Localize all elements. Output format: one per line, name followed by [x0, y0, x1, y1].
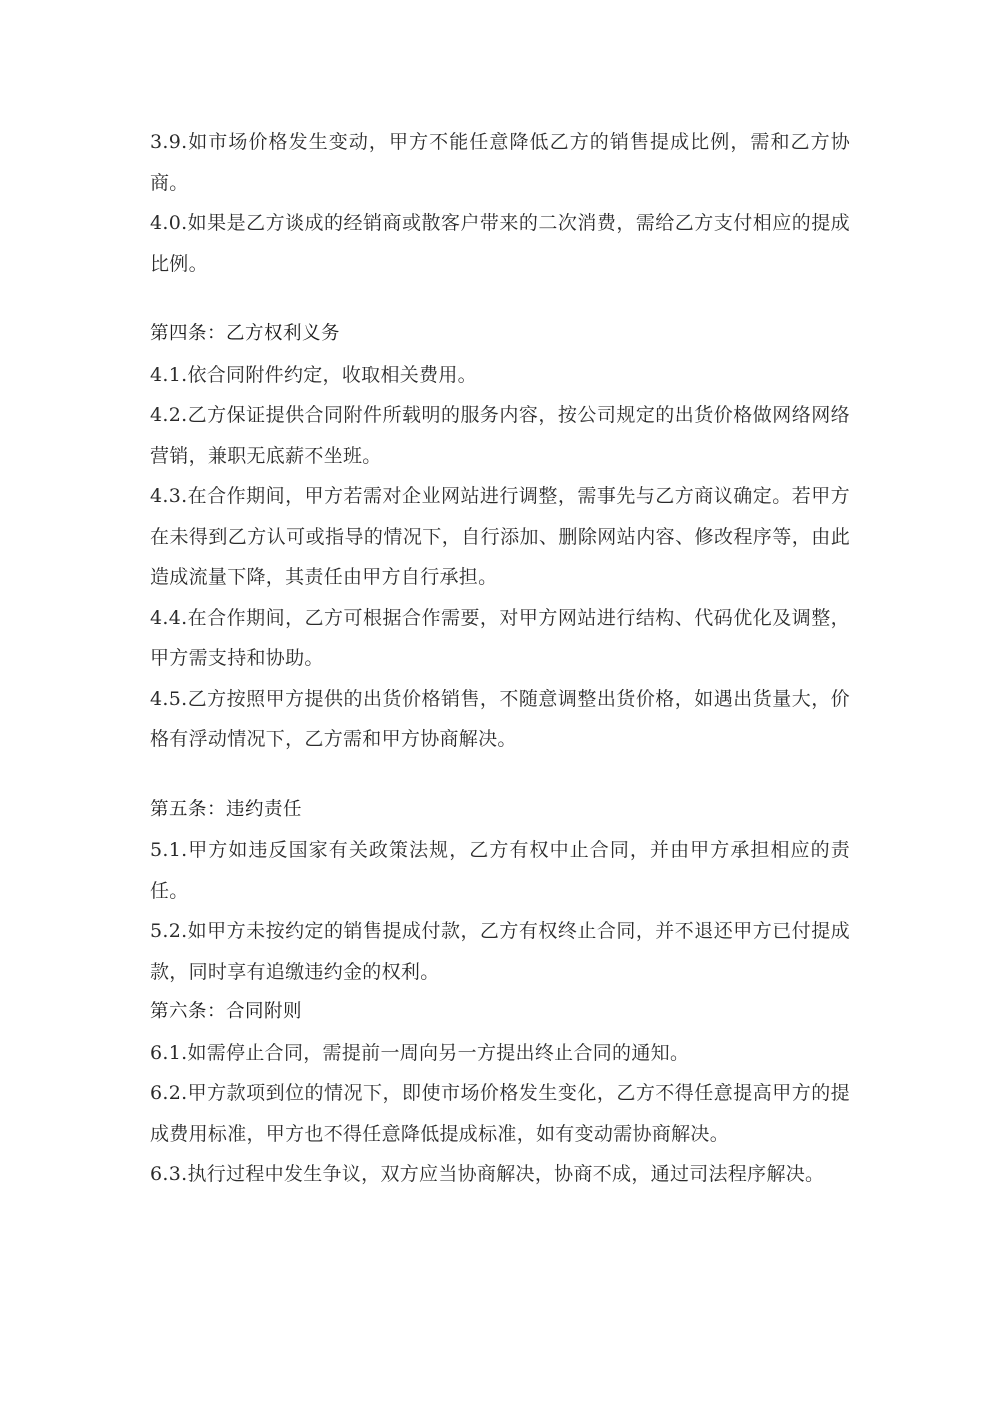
clause-6-1: 6.1.如需停止合同，需提前一周向另一方提出终止合同的通知。 [150, 1041, 690, 1064]
clause-3-9: 3.9.如市场价格发生变动，甲方不能任意降低乙方的销售提成比例，需和乙方协商。 [150, 131, 850, 194]
clause-4-2: 4.2.乙方保证提供合同附件所载明的服务内容，按公司规定的出货价格做网络网络营销，兼职无底薪不坐班。 [150, 404, 850, 467]
clause-5-2: 5.2.如甲方未按约定的销售提成付款，乙方有权终止合同，并不退还甲方已付提成款，同时享有追缴违约金的权利。 [150, 920, 850, 983]
section-heading-5: 第五条：违约责任 [150, 798, 303, 820]
clause-6-2: 6.2.甲方款项到位的情况下，即使市场价格发生变化，乙方不得任意提高甲方的提成费用标准，甲方也不得任意降低提成标准，如有变动需协商解决。 [150, 1082, 850, 1145]
clause-4-5: 4.5.乙方按照甲方提供的出货价格销售，不随意调整出货价格，如遇出货量大，价格有浮动情况下，乙方需和甲方协商解决。 [150, 687, 850, 750]
section-heading-4: 第四条：乙方权利义务 [150, 323, 341, 344]
section-gap [150, 284, 850, 314]
clause-4-0: 4.0.如果是乙方谈成的经销商或散客户带来的二次消费，需给乙方支付相应的提成比例。 [150, 212, 850, 275]
section-heading-6: 第六条：合同附则 [150, 1001, 303, 1022]
clause-4-3: 4.3.在合作期间，甲方若需对企业网站进行调整，需事先与乙方商议确定。若甲方在未得到乙方认可或指导的情况下，自行添加、删除网站内容、修改程序等，由此造成流量下降，其责任由甲方自行承担。 [150, 485, 850, 588]
document-body [150, 122, 850, 1195]
clause-5-1: 5.1.甲方如违反国家有关政策法规，乙方有权中止合同，并由甲方承担相应的责任。 [150, 839, 850, 902]
section-gap [150, 760, 850, 790]
clause-4-1: 4.1.依合同附件约定，收取相关费用。 [150, 363, 477, 386]
clause-6-3: 6.3.执行过程中发生争议，双方应当协商解决，协商不成，通过司法程序解决。 [150, 1163, 825, 1185]
clause-4-4: 4.4.在合作期间，乙方可根据合作需要，对甲方网站进行结构、代码优化及调整，甲方需支持和协助。 [150, 606, 850, 669]
